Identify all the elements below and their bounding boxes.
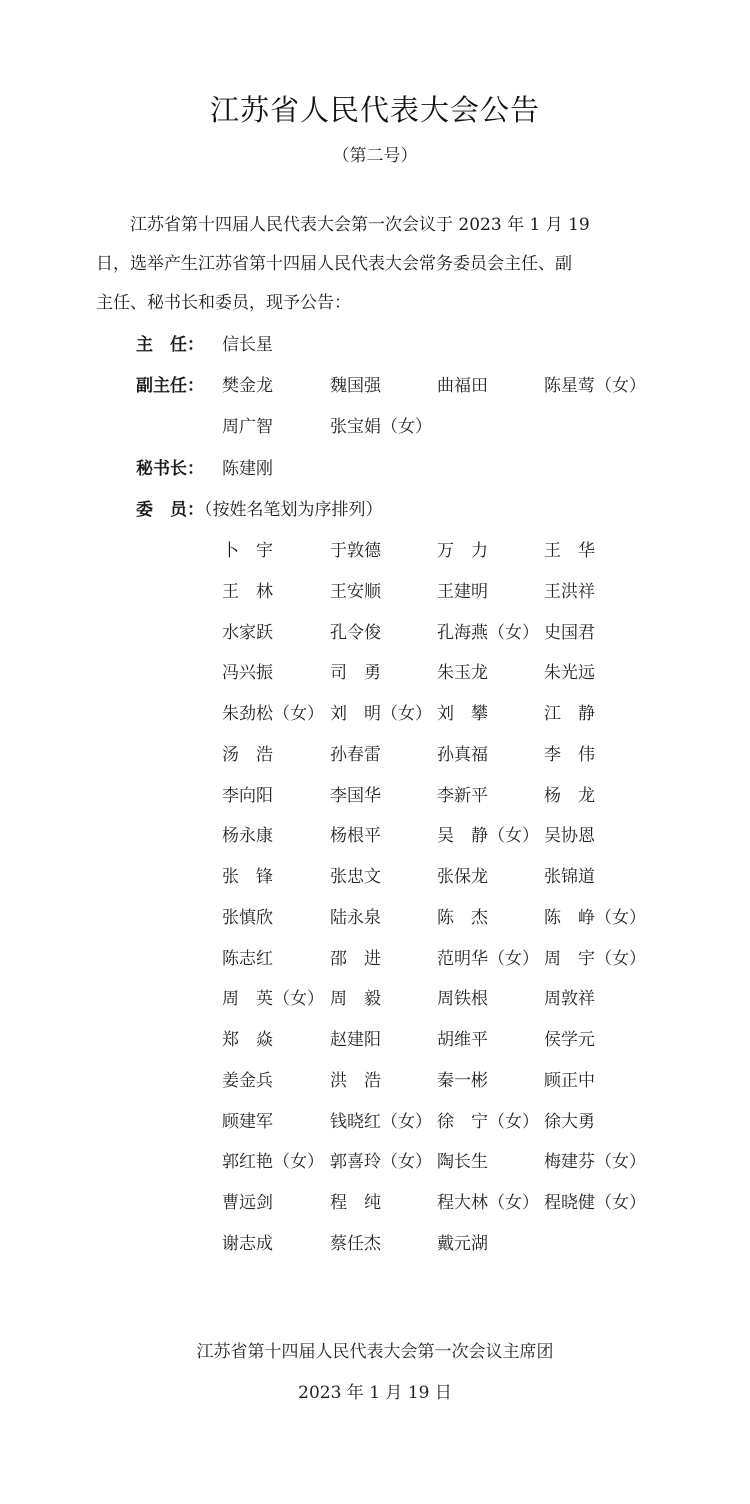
member-name: 周 英（女） [222,989,324,1010]
member-name: 水家跃 [222,622,273,643]
member-name: 程 纯 [330,1193,381,1213]
director-name: 信长星 [222,335,273,355]
member-name: 胡维平 [437,1030,488,1050]
signature: 江苏省第十四届人民代表大会第一次会议主席团 [196,1342,554,1362]
members-order-note: （按姓名笔划为序排列） [204,500,383,520]
member-name: 孔令俊 [330,622,381,643]
member-name: 程晓健（女） [544,1193,646,1213]
member-name: 郑 焱 [222,1030,273,1050]
member-name: 王 林 [222,581,273,602]
member-name: 郭红艳（女） [222,1152,324,1173]
member-name: 吴协恩 [544,826,595,847]
member-name: 郭喜玲（女） [330,1152,432,1173]
member-name: 张锦道 [544,867,595,887]
member-name: 刘 明（女） [330,704,432,724]
member-name: 陆永泉 [330,907,381,928]
deputy-director-name: 陈星莺（女） [544,376,646,396]
member-name: 徐 宁（女） [437,1111,539,1132]
member-name: 孙真福 [437,744,488,765]
deputy-director-name: 周广智 [222,416,273,437]
member-name: 朱玉龙 [437,663,488,684]
member-name: 钱晓红（女） [330,1111,432,1132]
member-name: 史国君 [544,622,595,643]
deputy-director-name: 魏国强 [330,376,381,396]
member-name: 王安顺 [330,581,381,602]
member-name: 万 力 [437,541,488,561]
announcement-number: （第二号） [332,146,418,166]
member-name: 江 静 [544,704,595,724]
member-name: 司 勇 [330,663,381,684]
member-name: 周 毅 [330,989,381,1010]
member-name: 周铁根 [437,989,488,1010]
member-name: 李向阳 [222,785,273,806]
member-name: 邵 进 [330,948,381,969]
member-name: 顾正中 [544,1070,595,1091]
member-name: 冯兴振 [222,663,273,684]
member-name: 李国华 [330,785,381,806]
member-name: 杨永康 [222,826,273,847]
intro-paragraph [96,206,658,323]
member-name: 张保龙 [437,867,488,887]
deputy-director-name: 张宝娟（女） [330,416,432,437]
member-name: 王 华 [544,541,595,561]
member-name: 张 锋 [222,867,273,887]
member-name: 杨 龙 [544,785,595,806]
secretary-general-label: 秘书长： [136,459,204,479]
member-name: 梅建芬（女） [544,1152,646,1173]
member-name: 李 伟 [544,744,595,765]
member-name: 张忠文 [330,867,381,887]
member-name: 陈 峥（女） [544,907,646,928]
members-label-text: 委 员： [136,500,204,520]
deputy-director-name: 樊金龙 [222,376,273,396]
announcement-title: 江苏省人民代表大会公告 [209,93,540,127]
member-name: 陶长生 [437,1152,488,1173]
member-name: 曹远剑 [222,1193,273,1213]
member-name: 王建明 [437,581,488,602]
member-name: 徐大勇 [544,1111,595,1132]
member-name: 卜 宇 [222,541,273,561]
member-name: 李新平 [437,785,488,806]
member-name: 谢志成 [222,1233,273,1254]
member-name: 孙春雷 [330,744,381,765]
member-name: 周 宇（女） [544,948,646,969]
members-label [136,495,383,520]
deputy-director-name: 曲福田 [437,376,488,396]
signature-date: 2023 年 1 月 19 日 [298,1383,452,1403]
member-name: 范明华（女） [437,948,539,969]
member-name: 于敦德 [330,541,381,561]
member-name: 戴元湖 [437,1233,488,1254]
intro-line: 主任、秘书长和委员，现予公告： [96,293,351,313]
director-label: 主 任： [136,335,204,355]
member-name: 顾建军 [222,1111,273,1132]
member-name: 姜金兵 [222,1070,273,1091]
member-name: 汤 浩 [222,744,273,765]
member-name: 刘 攀 [437,704,488,724]
member-name: 陈 杰 [437,907,488,928]
member-name: 赵建阳 [330,1030,381,1050]
member-name: 洪 浩 [330,1070,381,1091]
member-name: 程大林（女） [437,1193,539,1213]
member-name: 陈志红 [222,948,273,969]
secretary-general-name: 陈建刚 [222,459,273,479]
intro-line: 日，选举产生江苏省第十四届人民代表大会常务委员会主任、副 [96,254,572,274]
member-name: 朱劲松（女） [222,704,324,724]
member-name: 吴 静（女） [437,826,539,847]
member-name: 杨根平 [330,826,381,847]
member-name: 孔海燕（女） [437,622,539,643]
member-name: 朱光远 [544,663,595,684]
member-name: 周敦祥 [544,989,595,1010]
member-name: 秦一彬 [437,1070,488,1091]
member-name: 张慎欣 [222,907,273,928]
member-name: 蔡任杰 [330,1233,381,1254]
deputy-directors-label: 副主任： [136,376,204,396]
member-name: 王洪祥 [544,581,595,602]
member-name: 侯学元 [544,1030,595,1050]
intro-line: 江苏省第十四届人民代表大会第一次会议于 2023 年 1 月 19 [130,215,590,235]
